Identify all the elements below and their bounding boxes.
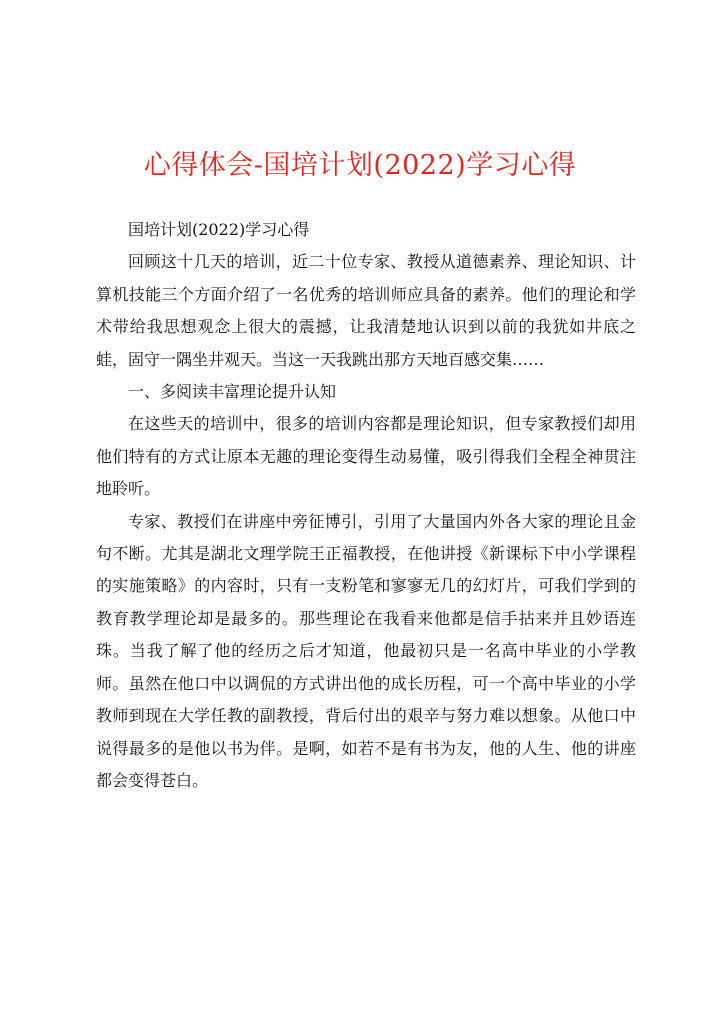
section-heading-1: 一、多阅读丰富理论提升认知 bbox=[128, 382, 337, 402]
document-title: 心得体会-国培计划(2022)学习心得 bbox=[143, 150, 577, 181]
paragraph-subtitle: 国培计划(2022)学习心得 bbox=[128, 220, 310, 239]
paragraph-review: 回顾这十几天的培训，近二十位专家、教授从道德素养、理论知识、计算机技能三个方面介绍了一名优秀的培训师应具备的素养。他们的理论和学术带给我思想观念上很大的震撼，让我清楚地认识到以前的我犹如井底之蛙，固守一隅坐井观天。当这一天我跳出那方天地百感交集…… bbox=[96, 252, 636, 369]
document-body bbox=[96, 214, 636, 797]
paragraph-experts: 专家、教授们在讲座中旁征博引，引用了大量国内外各大家的理论且金句不断。尤其是湖北文理学院王正福教授，在他讲授《新课标下中小学课程的实施策略》的内容时，只有一支粉笔和寥寥无几的幻灯片，可我们学到的教育教学理论却是最多的。那些理论在我看来他都是信手拈来并且妙语连珠。当我了解了他的经历之后才知道，他最初只是一名高中毕业的小学教师。虽然在他口中以调侃的方式讲出他的成长历程，可一个高中毕业的小学教师到现在大学任教的副教授，背后付出的艰辛与努力难以想象。从他口中说得最多的是他以书为伴。是啊，如若不是有书为友，他的人生、他的讲座都会变得苍白。 bbox=[96, 511, 636, 790]
paragraph-training: 在这些天的培训中，很多的培训内容都是理论知识，但专家教授们却用他们特有的方式让原本无趣的理论变得生动易懂，吸引得我们全程全神贯注地聆听。 bbox=[96, 414, 636, 499]
